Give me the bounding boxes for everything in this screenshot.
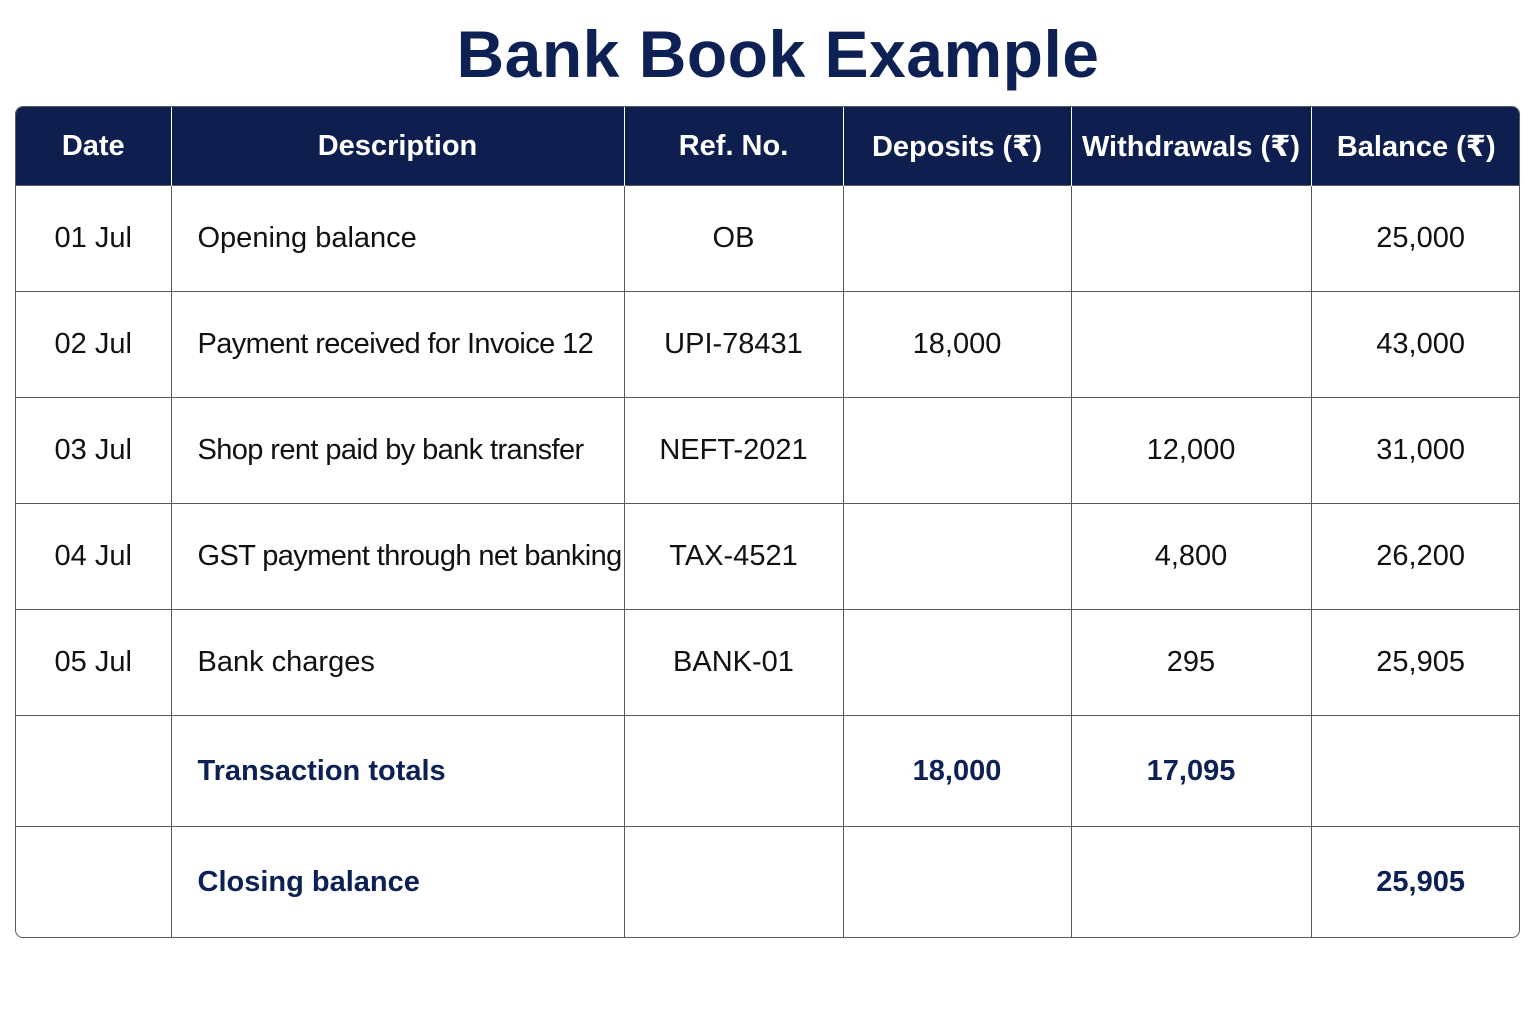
header-deposits: Deposits (₹) — [843, 107, 1071, 186]
header-description: Description — [171, 107, 624, 186]
cell-ref: OB — [624, 186, 843, 292]
cell-balance: 25,000 — [1311, 186, 1520, 292]
cell-deposit — [843, 610, 1071, 716]
cell-deposit — [843, 186, 1071, 292]
header-date: Date — [16, 107, 171, 186]
totals-ref-cell — [624, 716, 843, 827]
cell-description: Opening balance — [171, 186, 624, 292]
header-ref-no: Ref. No. — [624, 107, 843, 186]
header-balance: Balance (₹) — [1311, 107, 1520, 186]
table-row — [16, 504, 1520, 610]
ledger-table — [16, 107, 1520, 937]
closing-date-cell — [16, 827, 171, 938]
closing-ref-cell — [624, 827, 843, 938]
closing-deposit-cell — [843, 827, 1071, 938]
cell-ref: UPI-78431 — [624, 292, 843, 398]
cell-description: Payment received for Invoice 12 — [171, 292, 624, 398]
cell-deposit — [843, 398, 1071, 504]
cell-balance: 31,000 — [1311, 398, 1520, 504]
totals-label: Transaction totals — [171, 716, 624, 827]
table-row — [16, 292, 1520, 398]
cell-ref: NEFT-2021 — [624, 398, 843, 504]
cell-balance: 25,905 — [1311, 610, 1520, 716]
cell-withdrawal: 295 — [1071, 610, 1311, 716]
closing-withdrawal-cell — [1071, 827, 1311, 938]
page-title: Bank Book Example — [456, 17, 1100, 91]
totals-row — [16, 716, 1520, 827]
totals-date-cell — [16, 716, 171, 827]
totals-deposit: 18,000 — [843, 716, 1071, 827]
cell-ref: TAX-4521 — [624, 504, 843, 610]
cell-withdrawal — [1071, 186, 1311, 292]
closing-balance: 25,905 — [1311, 827, 1520, 938]
table-row — [16, 186, 1520, 292]
cell-deposit — [843, 504, 1071, 610]
cell-balance: 26,200 — [1311, 504, 1520, 610]
totals-withdrawal: 17,095 — [1071, 716, 1311, 827]
cell-date: 04 Jul — [16, 504, 171, 610]
cell-ref: BANK-01 — [624, 610, 843, 716]
header-withdrawals: Withdrawals (₹) — [1071, 107, 1311, 186]
cell-deposit: 18,000 — [843, 292, 1071, 398]
cell-date: 05 Jul — [16, 610, 171, 716]
cell-description: Bank charges — [171, 610, 624, 716]
table-row — [16, 610, 1520, 716]
closing-row — [16, 827, 1520, 938]
cell-balance: 43,000 — [1311, 292, 1520, 398]
cell-date: 03 Jul — [16, 398, 171, 504]
cell-withdrawal: 4,800 — [1071, 504, 1311, 610]
header-row — [16, 107, 1520, 186]
closing-label: Closing balance — [171, 827, 624, 938]
cell-withdrawal: 12,000 — [1071, 398, 1311, 504]
cell-date: 01 Jul — [16, 186, 171, 292]
table-row — [16, 398, 1520, 504]
cell-withdrawal — [1071, 292, 1311, 398]
cell-description: Shop rent paid by bank transfer — [171, 398, 624, 504]
cell-description: GST payment through net banking — [171, 504, 624, 610]
cell-date: 02 Jul — [16, 292, 171, 398]
bank-book-table — [15, 106, 1520, 938]
totals-balance-cell — [1311, 716, 1520, 827]
